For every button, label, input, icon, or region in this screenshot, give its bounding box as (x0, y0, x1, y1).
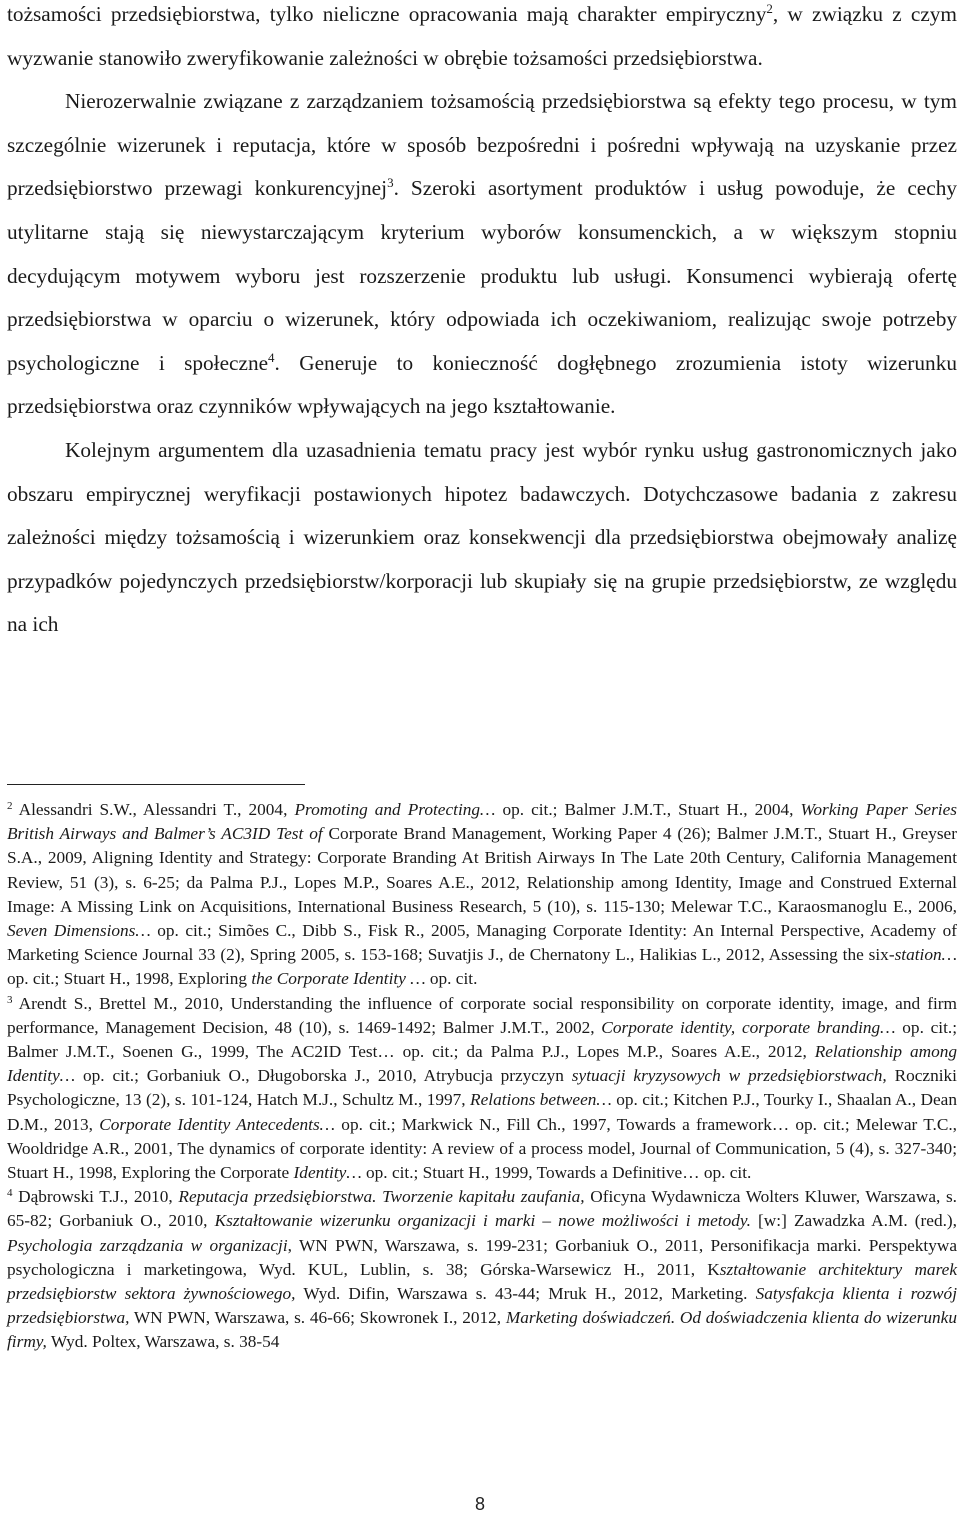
paragraph-2 (7, 80, 957, 429)
body-text (7, 0, 957, 647)
paragraph-1 (7, 0, 957, 80)
footnote-ref-4[interactable]: 4 (268, 349, 275, 365)
footnote-italic: Satysfakcja klienta i rozwój przedsiębiorstwa, (7, 1284, 957, 1328)
footnote-italic: Corporate identity, corporate branding… (601, 1017, 896, 1037)
paragraph-text: , w związku z czym wyzwanie stanowiło zweryfikowanie zależności w obrębie tożsamości przedsiębiorstwa. (7, 2, 957, 70)
footnote-text: [w:] Zawadzka A.M. (red.), (750, 1211, 957, 1231)
footnote-italic: Relations between… (470, 1090, 612, 1110)
footnote-text: op. cit. (425, 969, 478, 989)
document-page (7, 0, 957, 647)
footnote-4 (7, 1185, 957, 1354)
footnote-text: Alessandri S.W., Alessandri T., 2004, (12, 800, 295, 819)
footnote-text: op. cit.; Balmer J.M.T., Stuart H., 2004, (495, 800, 801, 819)
footnote-italic: the Corporate Identity … (251, 969, 426, 989)
footnote-italic: Psychologia zarządzania w organizacji (7, 1235, 288, 1255)
footnote-3 (7, 992, 957, 1186)
paragraph-3: Kolejnym argumentem dla uzasadnienia tematu pracy jest wybór rynku usług gastronomicznych jako obszaru empirycznej weryfikacji postawionych hipotez badawczych. Dotychczasowe badania z zakresu zależności między tożsamością i wizerunkiem oraz konsekwencji dla przedsiębiorstwa obejmowały analizę przypadków pojedynczych przedsiębiorstw/korporacji lub skupiały się na grupie przedsiębiorstw, ze względu na ich (7, 437, 957, 637)
footnote-2 (7, 798, 957, 992)
footnote-text: op. cit.; Simões C., Dibb S., Fisk R., 2005, Managing Corporate Identity: An Internal Perspective, Academy of Marketing Science Journal 33 (2), Spring 2005, s. 153-168; Suvatjis J., de Chernatony L., Halikias L., 2012, Assessing the six- (7, 921, 957, 965)
footnote-italic: ształtowanie architektury marek przedsiębiorstw sektora żywnościowego, (7, 1259, 957, 1304)
footnote-ref-2[interactable]: 2 (766, 1, 773, 16)
footnote-separator (7, 784, 305, 785)
footnote-italic: sytuacji kryzysowych w przedsiębiorstwach, (571, 1066, 887, 1086)
footnote-text: op. cit.; Kitchen P.J., Tourky I., Shaalan A., Dean D.M., 2013, (7, 1090, 957, 1134)
footnote-ref-3[interactable]: 3 (387, 175, 394, 191)
footnote-number: 3 (7, 993, 13, 1006)
footnote-text: Wyd. Poltex, Warszawa, s. 38-54 (46, 1332, 280, 1352)
footnote-italic: station… (894, 945, 957, 965)
footnote-number: 2 (7, 800, 13, 812)
footnote-text: Roczniki Psychologiczne, 13 (2), s. 101-124, Hatch M.J., Schultz M., 1997, (7, 1066, 957, 1110)
footnote-text: WN PWN, Warszawa, s. 46-66; Skowronek I., 2012, (129, 1308, 506, 1328)
footnote-italic: Marketing doświadczeń. Od doświadczenia klienta do wizerunku firmy, (7, 1308, 957, 1352)
page-number: 8 (474, 1494, 485, 1514)
footnote-italic: Relationship among Identity… (7, 1042, 957, 1086)
paragraph-text: tożsamości przedsiębiorstwa, tylko nieliczne opracowania mają charakter empiryczny (7, 2, 767, 26)
footnote-text: op. cit.; Stuart H., 1998, Exploring (7, 969, 252, 989)
footnote-italic: Promoting and Protecting… (294, 800, 496, 819)
footnote-text: Oficyna Wydawnicza Wolters Kluwer, Warszawa, s. 65-82; Gorbaniuk O., 2010, (7, 1187, 957, 1231)
footnote-italic: Working Paper Series British Airways and Balmer’s AC3ID Test of (7, 800, 957, 844)
footnote-text: Wyd. Difin, Warszawa s. 43-44; Mruk H., 2012, Marketing. (295, 1284, 756, 1304)
footnote-text: , WN PWN, Warszawa, s. 199-231; Gorbaniuk O., 2011, Personifikacja marki. Perspektywa psychologiczna i marketingowa, Wyd. KUL, Lublin, s. 38; Górska-Warsewicz H., 2011, K (7, 1235, 958, 1279)
footnote-italic: Identity… (293, 1163, 362, 1183)
footnote-italic: Reputacja przedsiębiorstwa. Tworzenie kapitału zaufania, (178, 1187, 585, 1207)
footnote-italic: Corporate Identity Antecedents… (99, 1114, 336, 1134)
footnote-italic: Kształtowanie wizerunku organizacji i marki – nowe możliwości i metody. (214, 1211, 751, 1231)
footnote-text: Dąbrowski T.J., 2010, (12, 1187, 179, 1207)
footnote-text: op. cit.; Balmer J.M.T., Soenen G., 1999, The AC2ID Test… op. cit.; da Palma P.J., Lopes M.P., Soares A.E., 2012, (7, 1017, 957, 1062)
footnote-text: op. cit.; Gorbaniuk O., Długoborska J., 2010, Atrybucja przyczyn (75, 1066, 572, 1086)
footnote-text: Corporate Brand Management, Working Paper 4 (26); Balmer J.M.T., Stuart H., Greyser S.A., 2009, Aligning Identity and Strategy: Corporate Branding At British Airways In The Late 20th Century, California Management Review, 51 (3), s. 6-25; da Palma P.J., Lopes M.P., Soares A.E., 2012, Relationship among Identity, Image and Construed External Image: A Missing Link on Acquisitions, International Business Research, 5 (10), s. 115-130; Melewar T.C., Karaosmanoglu E., 2006, (7, 824, 957, 916)
paragraph-text: . Szeroki asortyment produktów i usług powoduje, że cechy utylitarne stają się niewystarczającym kryterium wyborów konsumenckich, a w większym stopniu decydującym motywem wyboru jest rozszerzenie produktu lub usługi. Konsumenci wybierają ofertę przedsiębiorstwa w oparciu o wizerunek, który odpowiada ich oczekiwaniom, realizując swoje potrzeby psychologiczne i społeczne (7, 176, 958, 375)
paragraph-text: . Generuje to konieczność dogłębnego zrozumienia istoty wizerunku przedsiębiorstwa oraz czynników wpływających na jego kształtowanie. (7, 350, 957, 419)
paragraph-text: Nierozerwalnie związane z zarządzaniem tożsamością przedsiębiorstwa są efekty tego procesu, w tym szczególnie wizerunek i reputacja, które w sposób bezpośredni i pośredni wpływają na uzyskanie przez przedsiębiorstwo przewagi konkurencyjnej (7, 89, 957, 201)
footnote-text: op. cit.; Markwick N., Fill Ch., 1997, Towards a framework… op. cit.; Melewar T.C., Wooldridge A.R., 2001, The dynamics of corporate identity: A review of a process model, Journal of Communication, 5 (4), s. 327-340; Stuart H., 1998, Exploring the Corporate (7, 1114, 957, 1183)
footnote-italic: Seven Dimensions… (7, 921, 151, 941)
footnote-number: 4 (7, 1187, 13, 1200)
footnote-text: op. cit.; Stuart H., 1999, Towards a Definitive… op. cit. (361, 1163, 752, 1183)
footnotes (7, 798, 957, 1355)
footnote-text: Arendt S., Brettel M., 2010, Understanding the influence of corporate social responsibility on corporate identity, image, and firm performance, Management Decision, 48 (10), s. 1469-1492; Balmer J.M.T., 2002, (7, 993, 957, 1037)
